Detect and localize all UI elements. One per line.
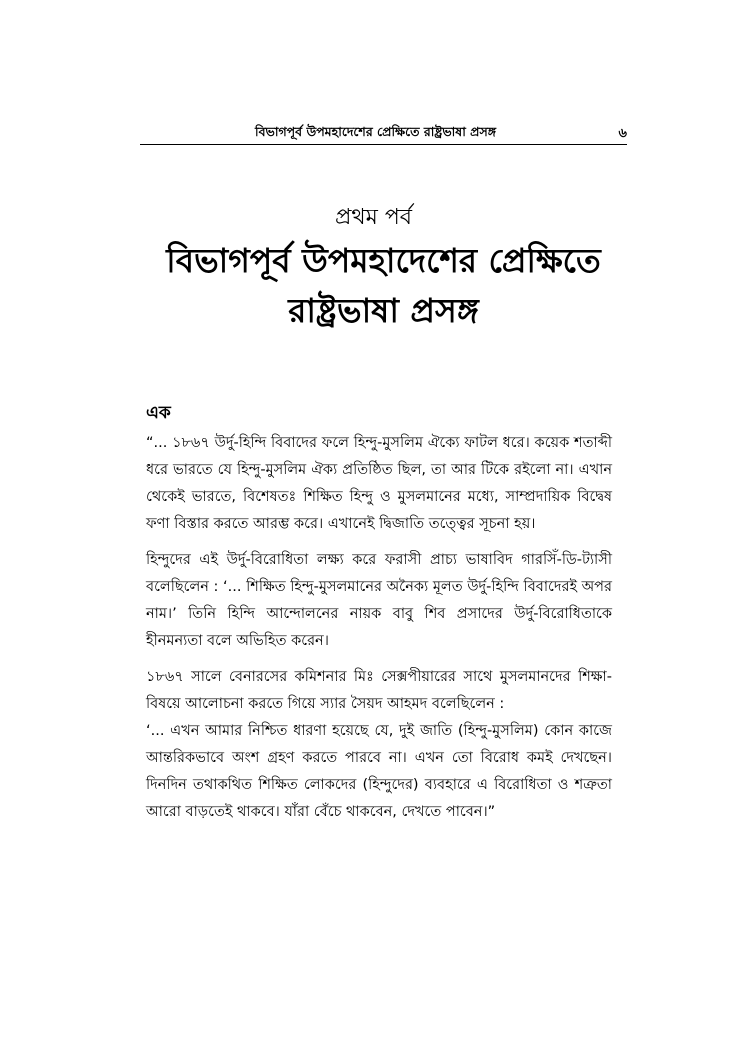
chapter-title	[140, 236, 627, 336]
running-header	[140, 124, 627, 145]
page-number: ৬	[618, 126, 627, 141]
paragraph: “... ১৮৬৭ উর্দু-হিন্দি বিবাদের ফলে হিন্দু-মুসলিম ঐক্যে ফাটল ধরে। কয়েক শতাব্দী ধরে ভারতে যে হিন্দু-মুসলিম ঐক্য প্রতিষ্ঠিত ছিল, তা আর টিকে রইলো না। এখান থেকেই ভারতে, বিশেষতঃ শিক্ষিত হিন্দু ও মুসলমানের মধ্যে, সাম্প্রদায়িক বিদ্বেষ ফণা বিস্তার করতে আরম্ভ করে। এখানেই দ্বিজাতি তত্ত্বের সূচনা হয়।	[146, 435, 612, 532]
running-title: বিভাগপূর্ব উপমহাদেশের প্রেক্ষিতে রাষ্ট্রভাষা প্রসঙ্গ	[255, 124, 497, 139]
quote-paragraph: ‘... এখন আমার নিশ্চিত ধারণা হয়েছে যে, দুই জাতি (হিন্দু-মুসলিম) কোন কাজে আন্তরিকভাবে অংশ গ্রহণ করতে পারবে না। এখন তো বিরোধ কমই দেখছেন। দিনদিন তথাকথিত শিক্ষিত লোকদের (হিন্দুদের) ব্যবহারে এ বিরোধিতা ও শত্রুতা আরো বাড়তেই থাকবে। যাঁরা বেঁচে থাকবেন, দেখতে পাবেন।”	[146, 723, 612, 820]
body-text	[146, 400, 612, 835]
section-label: এক	[146, 403, 171, 423]
paragraph: ১৮৬৭ সালে বেনারসের কমিশনার মিঃ সেক্সপীয়ারের সাথে মুসলমানদের শিক্ষা-বিষয়ে আলোচনা করতে গিয়ে স্যার সৈয়দ আহমদ বলেছিলেন :	[146, 669, 612, 712]
chapter-title-line-2: রাষ্ট্রভাষা প্রসঙ্গ	[288, 291, 479, 330]
paragraph: হিন্দুদের এই উর্দু-বিরোধিতা লক্ষ্য করে ফরাসী প্রাচ্য ভাষাবিদ গারসিঁ-ডি-ট্যাসী বলেছিলেন : ‘... শিক্ষিত হিন্দু-মুসলমানের অনৈক্য মূলত উর্দু-হিন্দি বিবাদেরই অপর নাম।’ তিনি হিন্দি আন্দোলনের নায়ক বাবু শিব প্রসাদের উর্দু-বিরোধিতাকে হীনমন্যতা বলে অভিহিত করেন।	[146, 552, 612, 649]
part-label: প্রথম পর্ব	[334, 205, 413, 230]
chapter-title-line-1: বিভাগপূর্ব উপমহাদেশের প্রেক্ষিতে	[166, 241, 601, 280]
